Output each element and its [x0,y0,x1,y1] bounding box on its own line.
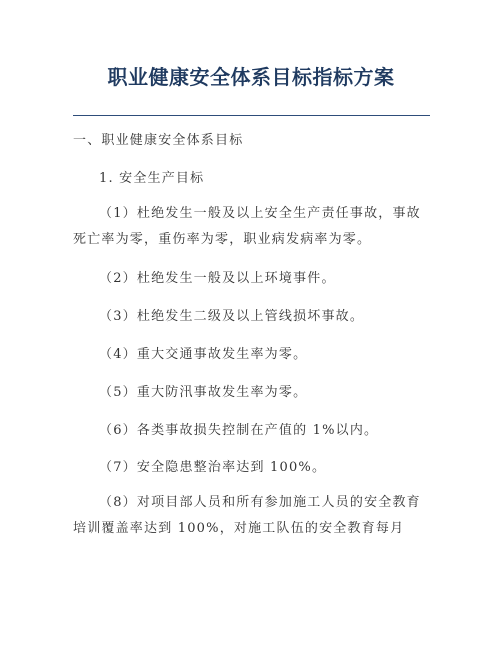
paragraph-2: （2）杜绝发生一般及以上环境事件。 [99,271,336,286]
paragraph-8: （8）对项目部人员和所有参加施工人员的安全教育培训覆盖率达到 100%，对施工队伍的安全教育每月 [73,495,421,536]
section-heading: 一、职业健康安全体系目标 [73,133,244,148]
paragraph-3: （3）杜绝发生二级及以上管线损坏事故。 [99,309,365,324]
title-divider [73,115,430,116]
document-title: 职业健康安全体系目标指标方案 [107,65,395,89]
paragraph-1: （1）杜绝发生一般及以上安全生产责任事故，事故死亡率为零，重伤率为零，职业病发病率为零。 [73,206,421,247]
subsection-heading: 1. 安全生产目标 [99,171,205,186]
paragraph-5: （5）重大防汛事故发生率为零。 [99,385,308,400]
paragraph-7: （7）安全隐患整治率达到 100%。 [99,460,327,475]
paragraph-4: （4）重大交通事故发生率为零。 [99,347,308,362]
paragraph-6: （6）各类事故损失控制在产值的 1%以内。 [99,423,379,438]
